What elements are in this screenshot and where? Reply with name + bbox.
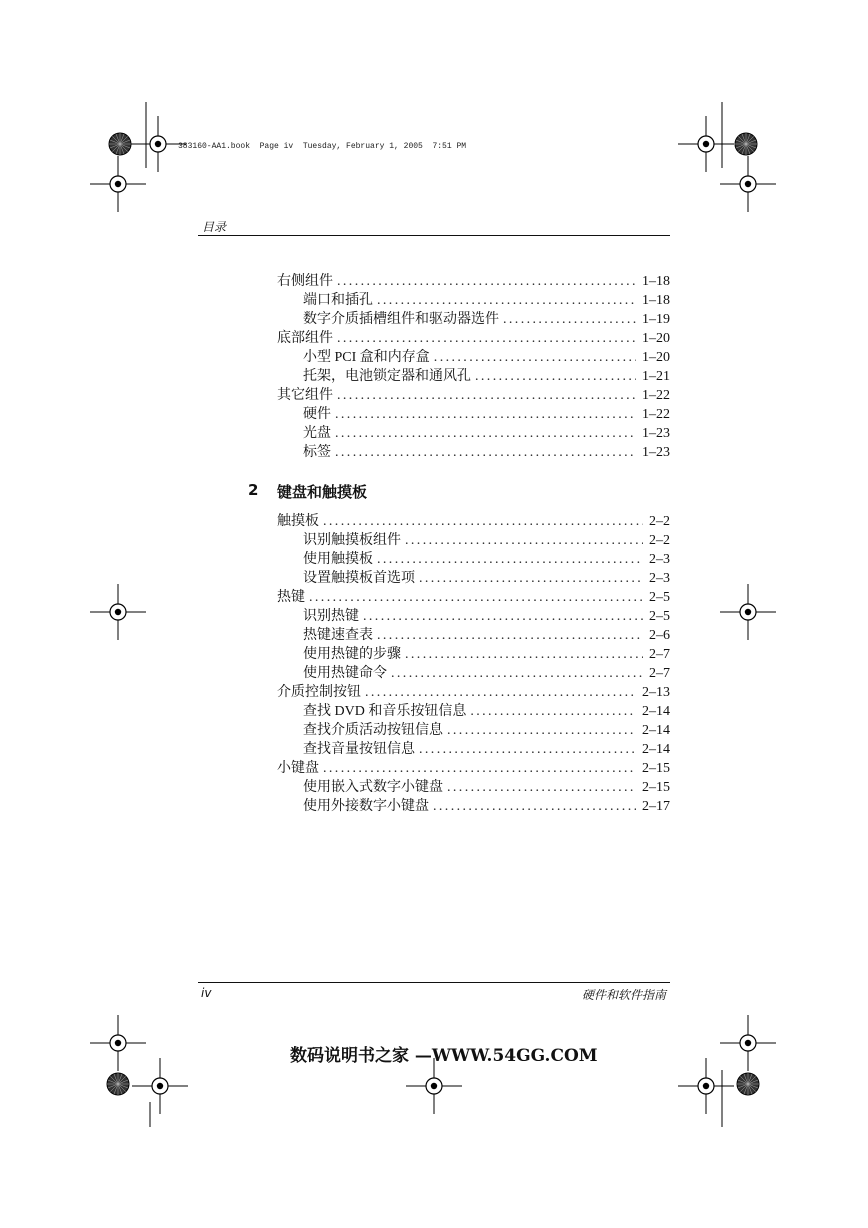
header-title: 目录 — [202, 220, 227, 234]
toc-leader-dots — [499, 312, 636, 326]
toc-entry[interactable] — [303, 346, 670, 364]
watermark: 数码说明书之家 —WWW.54GG.COM — [290, 1046, 598, 1066]
toc-leader-dots — [415, 571, 643, 585]
toc-entry[interactable] — [303, 403, 670, 421]
toc-entry-label: 端口和插孔 — [303, 293, 373, 307]
toc-entry[interactable] — [303, 365, 670, 383]
chapter-title: 键盘和触摸板 — [277, 483, 368, 501]
registration-mark-icon — [90, 1015, 146, 1071]
toc-entry-label: 硬件 — [303, 407, 331, 421]
toc-entry[interactable] — [303, 548, 670, 566]
toc-entry-page: 1–20 — [642, 331, 670, 345]
toc-entry-label: 小键盘 — [277, 761, 319, 775]
toc-entry[interactable] — [303, 529, 670, 547]
toc-entry[interactable] — [303, 795, 670, 813]
toc-entry-page: 2–14 — [642, 723, 670, 737]
footer-page-label: iv — [201, 986, 212, 1000]
registration-mark-icon — [406, 1058, 462, 1114]
toc-entry-label: 热键 — [277, 590, 305, 604]
toc-leader-dots — [319, 761, 636, 775]
toc-leader-dots — [331, 407, 636, 421]
toc-entry-page: 1–19 — [642, 312, 670, 326]
toc-entry-page: 1–22 — [642, 388, 670, 402]
toc-entry-label: 使用嵌入式数字小键盘 — [303, 780, 443, 794]
toc-entry[interactable] — [303, 289, 670, 307]
toc-entry[interactable] — [303, 567, 670, 585]
toc-leader-dots — [319, 514, 643, 528]
toc-entry-page: 1–23 — [642, 426, 670, 440]
toc-entry-page: 2–14 — [642, 742, 670, 756]
toc-entry-page: 1–20 — [642, 350, 670, 364]
toc-entry-label: 识别热键 — [303, 609, 359, 623]
toc-entry-page: 2–2 — [649, 514, 670, 528]
toc-entry-label: 查找音量按钮信息 — [303, 742, 415, 756]
toc-entry-label: 查找介质活动按钮信息 — [303, 723, 443, 737]
toc-entry-label: 数字介质插槽组件和驱动器选件 — [303, 312, 499, 326]
toc-entry[interactable] — [277, 327, 670, 345]
toc-entry-label: 使用热键命令 — [303, 666, 387, 680]
toc-entry-label: 设置触摸板首选项 — [303, 571, 415, 585]
toc-entry[interactable] — [303, 662, 670, 680]
toc-entry[interactable] — [303, 700, 670, 718]
toc-leader-dots — [443, 780, 636, 794]
toc-entry-label: 使用触摸板 — [303, 552, 373, 566]
toc-leader-dots — [331, 426, 636, 440]
star-target-icon — [737, 1073, 759, 1095]
toc-entry-page: 2–3 — [649, 571, 670, 585]
registration-mark-icon — [678, 1058, 734, 1114]
header-rule — [198, 235, 670, 236]
toc-leader-dots — [443, 723, 636, 737]
star-target-icon — [735, 133, 757, 155]
toc-entry-label: 光盘 — [303, 426, 331, 440]
registration-mark-icon — [720, 1015, 776, 1071]
toc-entry-page: 2–17 — [642, 799, 670, 813]
toc-leader-dots — [373, 552, 643, 566]
toc-leader-dots — [415, 742, 636, 756]
toc-entry-label: 底部组件 — [277, 331, 333, 345]
toc-entry-page: 1–22 — [642, 407, 670, 421]
toc-leader-dots — [471, 369, 636, 383]
toc-entry-label: 标签 — [303, 445, 331, 459]
toc-entry-page: 1–21 — [642, 369, 670, 383]
toc-entry-page: 2–3 — [649, 552, 670, 566]
toc-entry-page: 2–7 — [649, 647, 670, 661]
toc-entry-label: 使用外接数字小键盘 — [303, 799, 429, 813]
toc-entry-page: 2–2 — [649, 533, 670, 547]
toc-entry[interactable] — [303, 605, 670, 623]
registration-mark-icon — [132, 1058, 188, 1114]
toc-leader-dots — [387, 666, 643, 680]
toc-entry-label: 查找 DVD 和音乐按钮信息 — [303, 704, 467, 718]
toc-leader-dots — [359, 609, 643, 623]
toc-entry[interactable] — [303, 308, 670, 326]
toc-entry-label: 介质控制按钮 — [277, 685, 361, 699]
toc-leader-dots — [401, 647, 643, 661]
toc-leader-dots — [401, 533, 643, 547]
registration-mark-icon — [90, 156, 146, 212]
registration-mark-icon — [678, 116, 734, 172]
star-target-icon — [109, 133, 131, 155]
toc-entry[interactable] — [303, 441, 670, 459]
toc-entry-page: 2–13 — [642, 685, 670, 699]
toc-entry-page: 2–15 — [642, 780, 670, 794]
toc-entry-label: 使用热键的步骤 — [303, 647, 401, 661]
toc-leader-dots — [333, 274, 636, 288]
toc-leader-dots — [373, 628, 643, 642]
toc-entry-page: 2–6 — [649, 628, 670, 642]
registration-mark-icon — [720, 584, 776, 640]
toc-entry-page: 1–18 — [642, 274, 670, 288]
toc-entry-page: 2–5 — [649, 609, 670, 623]
chapter-number: 2 — [248, 481, 259, 499]
toc-entry[interactable] — [277, 270, 670, 288]
toc-entry[interactable] — [277, 757, 670, 775]
toc-leader-dots — [466, 704, 636, 718]
toc-entry-page: 2–7 — [649, 666, 670, 680]
toc-entry[interactable] — [303, 719, 670, 737]
footer-book-title: 硬件和软件指南 — [581, 988, 666, 1002]
star-target-icon — [107, 1073, 129, 1095]
toc-leader-dots — [429, 799, 636, 813]
toc-entry[interactable] — [303, 422, 670, 440]
toc-leader-dots — [373, 293, 636, 307]
toc-entry-label: 识别触摸板组件 — [303, 533, 401, 547]
toc-entry-page: 2–15 — [642, 761, 670, 775]
toc-entry-page: 2–5 — [649, 590, 670, 604]
registration-mark-icon — [90, 584, 146, 640]
toc-entry[interactable] — [303, 738, 670, 756]
toc-entry-label: 小型 PCI 盒和内存盒 — [303, 350, 430, 364]
toc-entry-label: 热键速查表 — [303, 628, 373, 642]
toc-entry[interactable] — [303, 643, 670, 661]
toc-entry-label: 右侧组件 — [277, 274, 333, 288]
toc-entry[interactable] — [277, 586, 670, 604]
toc-leader-dots — [430, 350, 636, 364]
toc-entry-label: 托架，电池锁定器和通风孔 — [303, 369, 471, 383]
toc-leader-dots — [331, 445, 636, 459]
toc-entry[interactable] — [277, 681, 670, 699]
toc-entry[interactable] — [303, 776, 670, 794]
toc-leader-dots — [361, 685, 636, 699]
toc-leader-dots — [333, 388, 636, 402]
toc-entry[interactable] — [277, 384, 670, 402]
toc-entry[interactable] — [277, 510, 670, 528]
toc-leader-dots — [333, 331, 636, 345]
file-info: 383160-AA1.book Page iv Tuesday, February 1, 2005 7:51 PM — [178, 142, 467, 151]
toc-leader-dots — [305, 590, 643, 604]
toc-entry-label: 触摸板 — [277, 514, 319, 528]
footer-rule — [198, 982, 670, 983]
toc-entry-label: 其它组件 — [277, 388, 333, 402]
toc-entry-page: 1–18 — [642, 293, 670, 307]
toc-entry[interactable] — [303, 624, 670, 642]
toc-entry-page: 1–23 — [642, 445, 670, 459]
registration-mark-icon — [720, 156, 776, 212]
toc-entry-page: 2–14 — [642, 704, 670, 718]
